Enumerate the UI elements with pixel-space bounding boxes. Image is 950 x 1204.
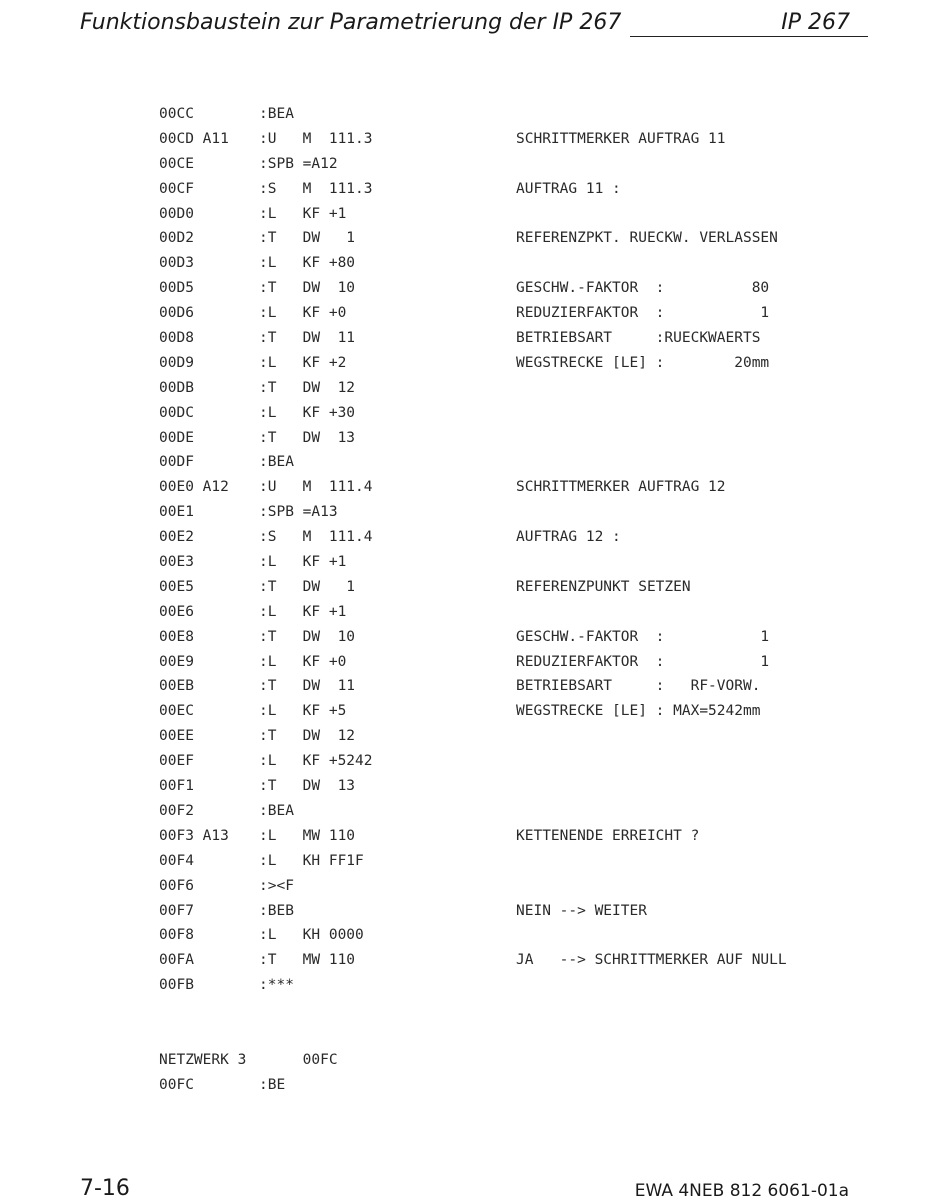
- listing-address: 00CF: [159, 180, 194, 197]
- listing-comment: WEGSTRECKE [LE] : MAX=5242mm: [516, 703, 761, 720]
- listing-instruction: :L KF +2: [259, 354, 347, 371]
- listing-comment: NEIN --> WEITER: [516, 902, 647, 919]
- listing-address: 00D0: [159, 205, 194, 222]
- listing-address: 00CE: [159, 155, 194, 172]
- listing-address: 00D9: [159, 354, 194, 371]
- listing-instruction: :L KF +1: [259, 205, 347, 222]
- listing-address: 00F3 A13: [159, 827, 229, 844]
- listing-instruction: :BEA: [259, 106, 294, 122]
- listing-instruction: :><F: [259, 877, 294, 894]
- listing-instruction: :T DW 10: [259, 280, 356, 297]
- listing-address: 00D2: [159, 230, 194, 247]
- listing-address: 00CC: [159, 106, 194, 122]
- listing-comment: AUFTRAG 11 :: [516, 180, 621, 197]
- listing-address: 00EB: [159, 678, 194, 695]
- listing-instruction: :L KF +5242: [259, 753, 373, 770]
- listing-comment: REFERENZPUNKT SETZEN: [516, 578, 691, 595]
- listing-address: 00E1: [159, 504, 194, 521]
- listing-instruction: :BEA: [259, 802, 294, 819]
- listing-address: 00D3: [159, 255, 194, 272]
- listing-address: 00DF: [159, 454, 194, 471]
- listing-address: 00E6: [159, 603, 194, 620]
- listing-instruction: :T DW 10: [259, 628, 356, 645]
- listing-comment: BETRIEBSART :RUECKWAERTS: [516, 330, 761, 347]
- listing-address: 00EE: [159, 728, 194, 745]
- listing-comment: AUFTRAG 12 :: [516, 529, 621, 546]
- listing-address: 00E5: [159, 578, 194, 595]
- listing-comment: WEGSTRECKE [LE] : 20mm: [516, 354, 770, 371]
- listing-address: 00D5: [159, 280, 194, 297]
- listing-instruction: 00FC: [259, 1051, 338, 1068]
- listing-instruction: :T DW 13: [259, 429, 356, 446]
- listing-address: 00F2: [159, 802, 194, 819]
- listing-address: 00F7: [159, 902, 194, 919]
- listing-instruction: :***: [259, 977, 294, 994]
- listing-address: 00E8: [159, 628, 194, 645]
- header-title: Funktionsbaustein zur Parametrierung der IP 267: [80, 10, 622, 35]
- header-rule: [630, 36, 868, 37]
- listing-comment: REDUZIERFAKTOR : 1: [516, 653, 770, 670]
- listing-instruction: :T DW 1: [259, 230, 356, 247]
- listing-comment: REDUZIERFAKTOR : 1: [516, 305, 770, 322]
- listing-address: 00F4: [159, 852, 194, 869]
- page-header: [80, 10, 850, 42]
- listing-address: 00D8: [159, 330, 194, 347]
- listing-address: 00FB: [159, 977, 194, 994]
- listing-comment: GESCHW.-FAKTOR : 1: [516, 628, 770, 645]
- listing-address: 00E2: [159, 529, 194, 546]
- header-device-label: IP 267: [781, 10, 850, 35]
- listing-comment: BETRIEBSART : RF-VORW.: [516, 678, 761, 695]
- listing-instruction: :BE: [259, 1076, 286, 1093]
- listing-comment: SCHRITTMERKER AUFTRAG 11: [516, 130, 726, 147]
- listing-comment: GESCHW.-FAKTOR : 80: [516, 280, 770, 297]
- listing-instruction: :T DW 12: [259, 728, 356, 745]
- listing-instruction: :SPB =A12: [259, 155, 338, 172]
- page-number: 7-16: [80, 1176, 130, 1201]
- listing-instruction: :T DW 1: [259, 578, 356, 595]
- listing-instruction: :L KF +80: [259, 255, 356, 272]
- listing-address: 00F1: [159, 778, 194, 795]
- listing-instruction: :BEB: [259, 902, 294, 919]
- listing-instruction: :L KF +1: [259, 554, 347, 571]
- listing-address: 00DE: [159, 429, 194, 446]
- listing-address: 00DC: [159, 404, 194, 421]
- listing-instruction: :L KF +5: [259, 703, 347, 720]
- listing-instruction: :U M 111.4: [259, 479, 373, 496]
- listing-address: 00FA: [159, 952, 194, 969]
- listing-comment: KETTENENDE ERREICHT ?: [516, 827, 700, 844]
- listing-address: 00E9: [159, 653, 194, 670]
- listing-address: 00E3: [159, 554, 194, 571]
- listing-address: 00E0 A12: [159, 479, 229, 496]
- listing-instruction: :L KF +0: [259, 653, 347, 670]
- listing-instruction: :L KF +0: [259, 305, 347, 322]
- listing-instruction: :T DW 13: [259, 778, 356, 795]
- listing-address: 00EF: [159, 753, 194, 770]
- listing-comment: SCHRITTMERKER AUFTRAG 12: [516, 479, 726, 496]
- listing-address: 00DB: [159, 379, 194, 396]
- listing-instruction: :T DW 12: [259, 379, 356, 396]
- listing-instruction: :S M 111.4: [259, 529, 373, 546]
- listing-instruction: :T DW 11: [259, 678, 356, 695]
- listing-instruction: :SPB =A13: [259, 504, 338, 521]
- listing-address: 00D6: [159, 305, 194, 322]
- listing-instruction: :BEA: [259, 454, 294, 471]
- listing-instruction: :L KF +1: [259, 603, 347, 620]
- listing-address: 00CD A11: [159, 130, 229, 147]
- document-number: EWA 4NEB 812 6061-01a: [634, 1181, 849, 1201]
- listing-address: 00F6: [159, 877, 194, 894]
- listing-address: 00F8: [159, 927, 194, 944]
- listing-instruction: :L KH 0000: [259, 927, 364, 944]
- listing-instruction: :L KF +30: [259, 404, 356, 421]
- listing-address: 00EC: [159, 703, 194, 720]
- listing-instruction: :T MW 110: [259, 952, 356, 969]
- listing-instruction: :L KH FF1F: [259, 852, 364, 869]
- listing-instruction: :S M 111.3: [259, 180, 373, 197]
- listing-instruction: :L MW 110: [259, 827, 356, 844]
- listing-instruction: :T DW 11: [259, 330, 356, 347]
- listing-instruction: :U M 111.3: [259, 130, 373, 147]
- listing-comment: JA --> SCHRITTMERKER AUF NULL: [516, 952, 787, 969]
- listing-address: 00FC: [159, 1076, 194, 1093]
- listing-address: NETZWERK 3: [159, 1051, 247, 1068]
- listing-comment: REFERENZPKT. RUECKW. VERLASSEN: [516, 230, 778, 247]
